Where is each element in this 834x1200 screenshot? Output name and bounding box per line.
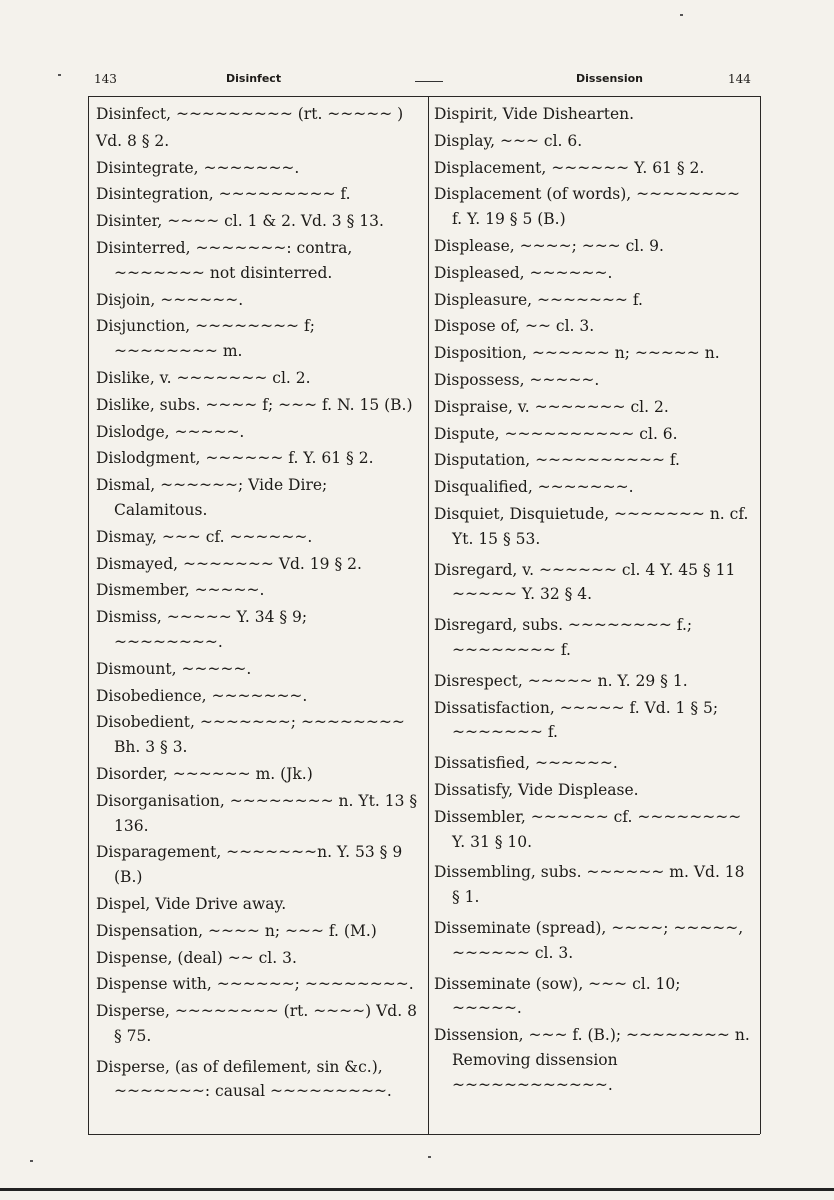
header-dash: [415, 81, 443, 82]
scan-speck: [58, 74, 61, 76]
entry-displacement: Displacement, ~~~~~~ Y. 61 § 2.: [434, 158, 705, 177]
entry-dispute: Dispute, ~~~~~~~~~~ cl. 6.: [434, 424, 678, 443]
entry-disqualified: Disqualified, ~~~~~~~.: [434, 478, 634, 497]
entry-dispirit: Dispirit, Vide Dishearten.: [434, 105, 635, 123]
entry-disregard-subs: Disregard, subs. ~~~~~~~~ f.; ~~~~~~~~ f.: [434, 616, 693, 659]
entry-dissension: Dissension, ~~~ f. (B.); ~~~~~~~~ n. Removing dissension ~~~~~~~~~~~~.: [434, 1026, 750, 1094]
left-page-number: 143: [94, 72, 117, 86]
entry-disobedience: Disobedience, ~~~~~~~.: [96, 686, 308, 705]
scan-edge-line: [0, 1188, 834, 1191]
entry-dislodgment: Dislodgment, ~~~~~~ f. Y. 61 § 2.: [96, 449, 374, 468]
entry-disseminate-sow: Disseminate (sow), ~~~ cl. 10; ~~~~~.: [434, 974, 681, 1018]
entry-dispel: Dispel, Vide Drive away.: [96, 894, 287, 913]
scan-speck: [30, 1160, 33, 1162]
entry-dissatisfaction: Dissatisfaction, ~~~~~ f. Vd. 1 § 5; ~~~~~~~ f.: [434, 698, 719, 742]
entry-disintegrate: Disintegrate, ~~~~~~~.: [96, 158, 300, 177]
entry-dispossess: Dispossess, ~~~~~.: [434, 370, 600, 389]
column-divider: [428, 96, 429, 1134]
entry-disinter: Disinter, ~~~~ cl. 1 & 2. Vd. 3 § 13.: [96, 212, 384, 231]
entry-disjoin: Disjoin, ~~~~~~.: [96, 290, 244, 309]
entry-disputation: Disputation, ~~~~~~~~~~ f.: [434, 451, 680, 470]
entry-displeased: Displeased, ~~~~~~.: [434, 263, 613, 282]
left-running-headword: Disinfect: [226, 72, 282, 85]
entry-displease: Displease, ~~~~; ~~~ cl. 9.: [434, 236, 664, 255]
entry-disquiet: Disquiet, Disquietude, ~~~~~~~ n. cf. Yt. 15 § 53.: [434, 504, 749, 548]
entry-dismay: Dismay, ~~~ cf. ~~~~~~.: [96, 527, 313, 546]
frame-top-rule: [88, 96, 760, 97]
entry-disperse: Disperse, ~~~~~~~~ (rt. ~~~~) Vd. 8 § 75.: [96, 1002, 417, 1045]
entry-disinfect-ref: Vd. 8 § 2.: [96, 131, 170, 150]
right-column: [434, 102, 752, 1099]
entry-displeasure: Displeasure, ~~~~~~~ f.: [434, 290, 643, 309]
entry-dismount: Dismount, ~~~~~.: [96, 659, 252, 678]
entry-dismiss: Dismiss, ~~~~~ Y. 34 § 9; ~~~~~~~~.: [96, 608, 308, 651]
frame-bottom-rule: [88, 1134, 760, 1135]
page-header: [88, 72, 772, 94]
entry-dispraise: Dispraise, v. ~~~~~~~ cl. 2.: [434, 397, 669, 416]
entry-disobedient: Disobedient, ~~~~~~~; ~~~~~~~~ Bh. 3 § 3.: [96, 713, 405, 757]
entry-dispensation: Dispensation, ~~~~ n; ~~~ f. (M.): [96, 921, 377, 940]
entry-disintegration: Disintegration, ~~~~~~~~~ f.: [96, 185, 351, 204]
entry-dismember: Dismember, ~~~~~.: [96, 581, 265, 600]
entry-disparagement: Disparagement, ~~~~~~~n. Y. 53 § 9 (B.): [96, 843, 403, 887]
entry-disseminate-spread: Disseminate (spread), ~~~~; ~~~~~, ~~~~~~ cl. 3.: [434, 918, 744, 962]
entry-dislike-v: Dislike, v. ~~~~~~~ cl. 2.: [96, 368, 311, 387]
scan-speck: [680, 14, 683, 16]
left-column: [96, 102, 420, 1106]
entry-dislodge: Dislodge, ~~~~~.: [96, 422, 245, 441]
entry-disinfect: Disinfect, ~~~~~~~~~ (rt. ~~~~~ ): [96, 105, 404, 123]
entry-dissembler: Dissembler, ~~~~~~ cf. ~~~~~~~~ Y. 31 § 10.: [434, 807, 742, 851]
entry-disjunction: Disjunction, ~~~~~~~~ f; ~~~~~~~~ m.: [96, 317, 315, 361]
entry-disposition: Disposition, ~~~~~~ n; ~~~~~ n.: [434, 344, 720, 363]
entry-dissembling: Dissembling, subs. ~~~~~~ m. Vd. 18 § 1.: [434, 863, 745, 907]
frame-left-rule: [88, 96, 89, 1134]
right-page-number: 144: [728, 72, 751, 86]
entry-display: Display, ~~~ cl. 6.: [434, 131, 583, 150]
entry-dismayed: Dismayed, ~~~~~~~ Vd. 19 § 2.: [96, 554, 362, 573]
frame-right-rule: [760, 96, 761, 1134]
entry-disrespect: Disrespect, ~~~~~ n. Y. 29 § 1.: [434, 671, 688, 690]
entry-disinterred: Disinterred, ~~~~~~~: contra, ~~~~~~~ not disinterred.: [96, 238, 353, 282]
entry-dissatisfy: Dissatisfy, Vide Displease.: [434, 780, 639, 799]
entry-dispense-with: Dispense with, ~~~~~~; ~~~~~~~~.: [96, 975, 414, 994]
entry-disperse-defilement: Disperse, (as of defilement, sin &c.), ~~~~~~~: causal ~~~~~~~~~.: [96, 1057, 392, 1101]
entry-displacement-words: Displacement (of words), ~~~~~~~~ f. Y. 19 § 5 (B.): [434, 185, 741, 229]
scan-speck: [428, 1156, 431, 1158]
entry-dispense: Dispense, (deal) ~~ cl. 3.: [96, 948, 297, 967]
entry-dispose-of: Dispose of, ~~ cl. 3.: [434, 317, 595, 336]
entry-dissatisfied: Dissatisfied, ~~~~~~.: [434, 754, 618, 773]
entry-disorder: Disorder, ~~~~~~ m. (Jk.): [96, 764, 313, 783]
entry-disorganisation: Disorganisation, ~~~~~~~~ n. Yt. 13 § 136.: [96, 791, 418, 835]
entry-dismal: Dismal, ~~~~~~; Vide Dire; Calamitous.: [96, 476, 328, 519]
entry-dislike-subs: Dislike, subs. ~~~~ f; ~~~ f. N. 15 (B.): [96, 395, 413, 414]
right-running-headword: Dissension: [576, 72, 643, 85]
entry-disregard-v: Disregard, v. ~~~~~~ cl. 4 Y. 45 § 11 ~~~~~ Y. 32 § 4.: [434, 560, 736, 604]
